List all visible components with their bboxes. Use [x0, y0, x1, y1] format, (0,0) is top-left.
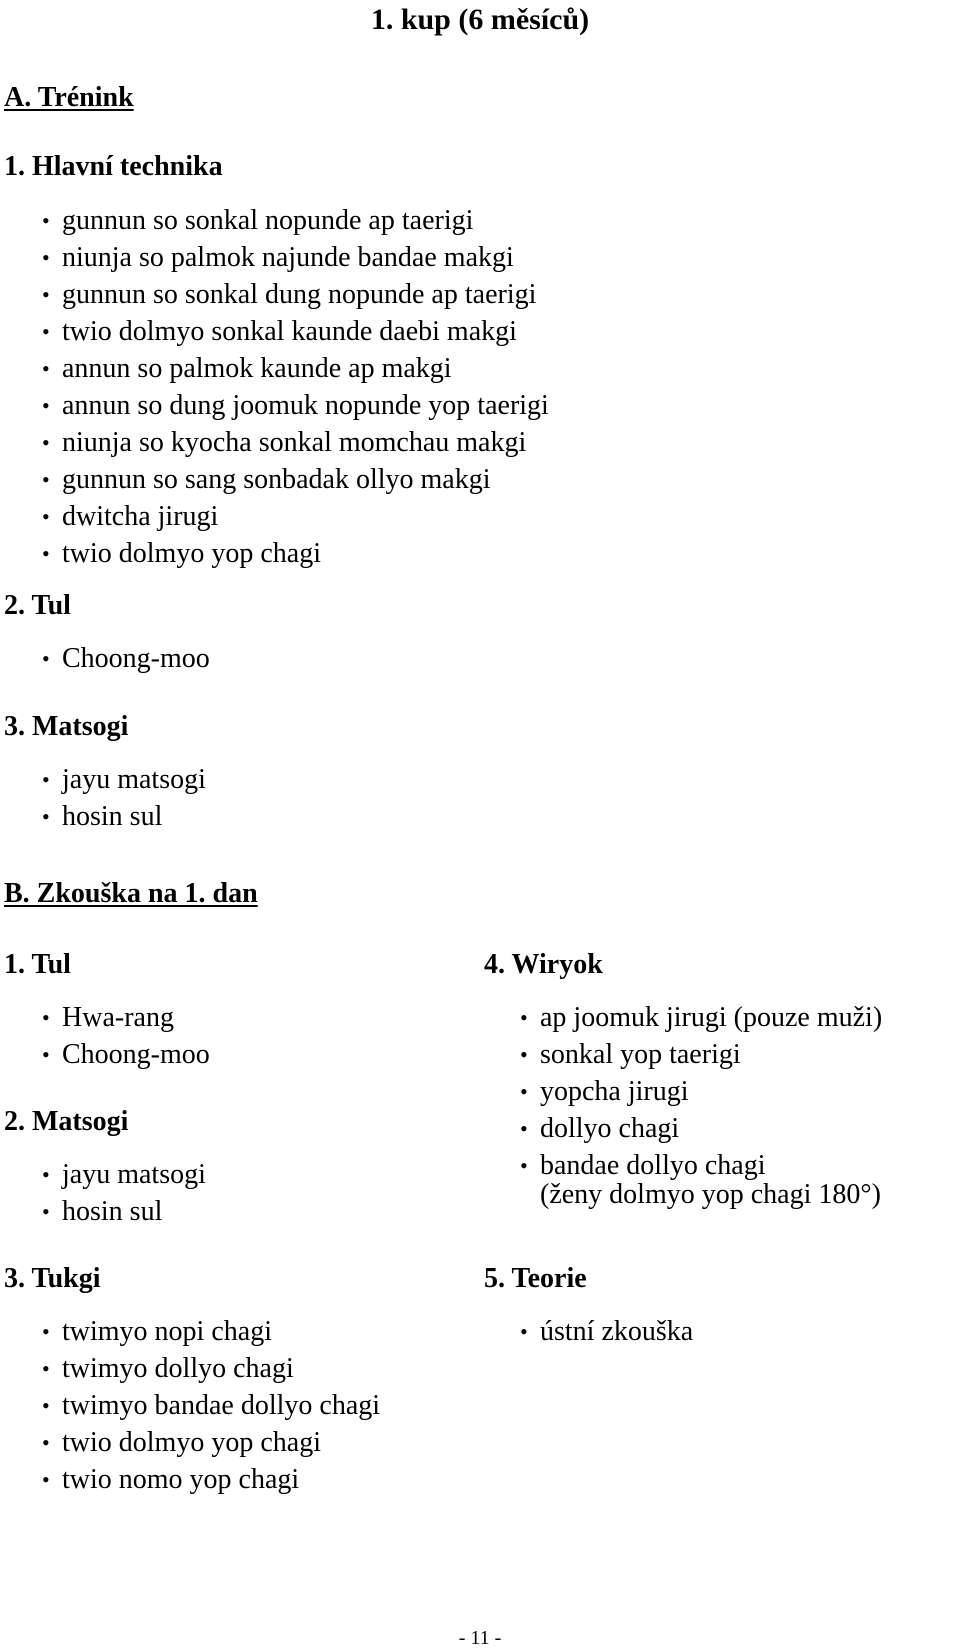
main-technique-heading: 1. Hlavní technika	[4, 151, 223, 182]
list-item: • ap joomuk jirugi (pouze muži)	[520, 999, 882, 1036]
exam-matsogi-heading: 2. Matsogi	[4, 1106, 129, 1137]
exam-matsogi-list	[42, 1156, 206, 1230]
exam-wiryok-list	[520, 999, 882, 1184]
exam-teorie-heading: 5. Teorie	[484, 1263, 587, 1294]
list-item: • twimyo nopi chagi	[42, 1313, 380, 1350]
list-item: • gunnun so sang sonbadak ollyo makgi	[42, 461, 549, 498]
list-item: • twio dolmyo yop chagi	[42, 535, 549, 572]
matsogi-list	[42, 761, 206, 835]
list-item: • jayu matsogi	[42, 1156, 206, 1193]
list-item: • twimyo dollyo chagi	[42, 1350, 380, 1387]
list-item: • Choong-moo	[42, 1036, 210, 1073]
list-item: • jayu matsogi	[42, 761, 206, 798]
exam-tul-heading: 1. Tul	[4, 949, 71, 980]
list-item: • gunnun so sonkal nopunde ap taerigi	[42, 202, 549, 239]
tul-list	[42, 640, 210, 677]
list-item: • dollyo chagi	[520, 1110, 882, 1147]
list-item: • Choong-moo	[42, 640, 210, 677]
list-item: • Hwa-rang	[42, 999, 210, 1036]
list-item: • twimyo bandae dollyo chagi	[42, 1387, 380, 1424]
tul-heading: 2. Tul	[4, 590, 71, 621]
list-item: • sonkal yop taerigi	[520, 1036, 882, 1073]
section-b-heading: B. Zkouška na 1. dan	[4, 878, 258, 909]
list-item: • bandae dollyo chagi	[520, 1147, 882, 1184]
list-item: • annun so palmok kaunde ap makgi	[42, 350, 549, 387]
list-item: • twio dolmyo yop chagi	[42, 1424, 380, 1461]
list-item: • yopcha jirugi	[520, 1073, 882, 1110]
list-item: • twio dolmyo sonkal kaunde daebi makgi	[42, 313, 549, 350]
list-item: • ústní zkouška	[520, 1313, 693, 1350]
exam-tukgi-list	[42, 1313, 380, 1498]
list-item: • gunnun so sonkal dung nopunde ap taerigi	[42, 276, 549, 313]
matsogi-heading: 3. Matsogi	[4, 711, 129, 742]
list-item: • hosin sul	[42, 1193, 206, 1230]
exam-wiryok-heading: 4. Wiryok	[484, 949, 603, 980]
exam-tukgi-heading: 3. Tukgi	[4, 1263, 101, 1294]
list-item: • dwitcha jirugi	[42, 498, 549, 535]
list-item: • twio nomo yop chagi	[42, 1461, 380, 1498]
wiryok-note: (ženy dolmyo yop chagi 180°)	[540, 1179, 881, 1210]
exam-tul-list	[42, 999, 210, 1073]
section-a-heading: A. Trénink	[4, 82, 134, 113]
list-item: • annun so dung joomuk nopunde yop taerigi	[42, 387, 549, 424]
list-item: • hosin sul	[42, 798, 206, 835]
main-technique-list	[42, 202, 549, 572]
page-title: 1. kup (6 měsíců)	[370, 3, 590, 36]
list-item: • niunja so kyocha sonkal momchau makgi	[42, 424, 549, 461]
exam-teorie-list	[520, 1313, 693, 1350]
page-number: - 11 -	[458, 1627, 502, 1649]
list-item: • niunja so palmok najunde bandae makgi	[42, 239, 549, 276]
